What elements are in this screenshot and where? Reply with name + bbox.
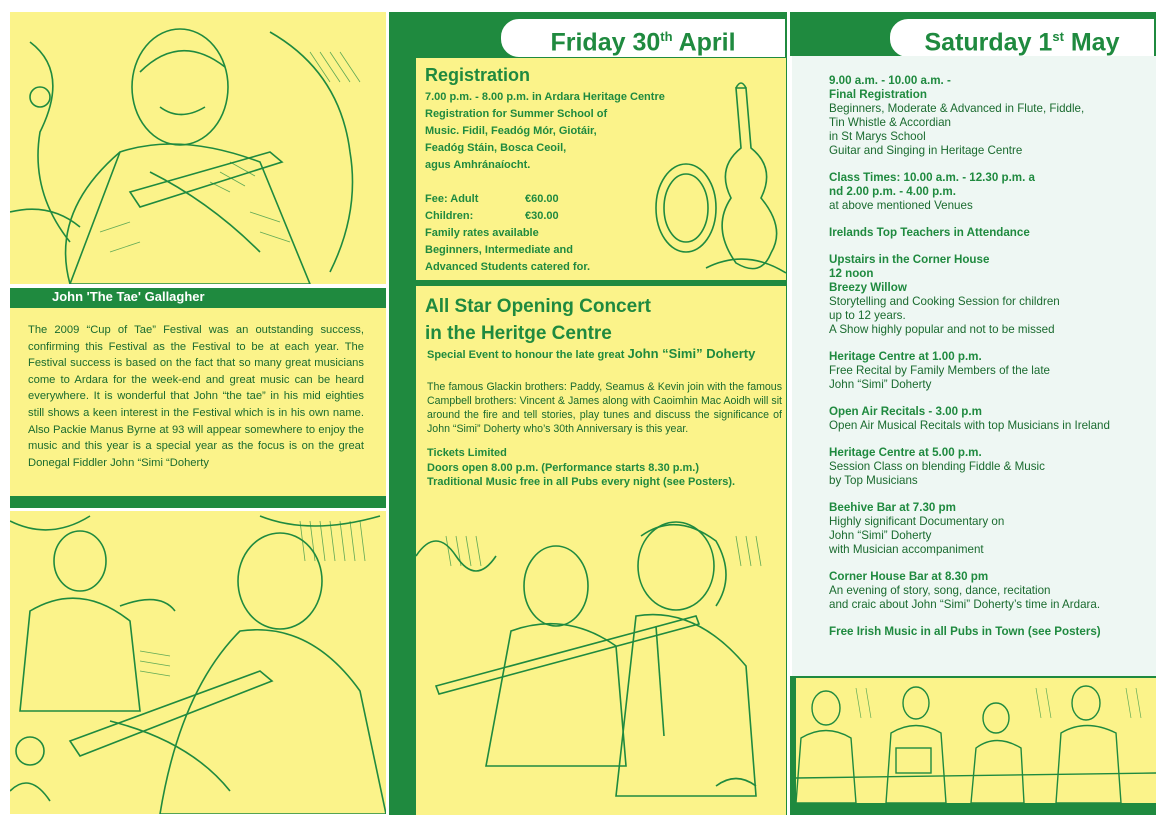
saturday-header-sup: st [1052, 29, 1064, 44]
registration-title: Registration [425, 65, 531, 85]
flute-players-illustration [416, 516, 786, 815]
illustration-caption: John 'The Tae' Gallagher [52, 289, 205, 304]
schedule-line: Heritage Centre at 1.00 p.m. [829, 350, 982, 363]
schedule-line: Corner House Bar at 8.30 pm [829, 570, 989, 583]
concert-title-line2: in the Heritge Centre [425, 323, 612, 344]
schedule-line: Heritage Centre at 5.00 p.m. [829, 446, 982, 459]
concert-special-name: John “Simi” Doherty [627, 346, 756, 361]
fiddle-bodhran-illustration [646, 78, 786, 278]
intro-paragraph: The 2009 “Cup of Tae” Festival was an outstanding success, confirming this Festival as the Festival to be at each year. The Festival success is based on the fact that so many great musicians come to Ardara for the week-end and great music can be heard everywhere. It is wonderful that John “the tae” in his mid eighties still shows a keen interest in the Festival which is in his own name. Also Packie Manus Byrne at 93 will appear somewhere to enjoy the music and this year is a special year as the focus is on the great Donegal Fiddler John “Simi “Doherty [28, 324, 364, 469]
tickets-line: Traditional Music free in all Pubs every night (see Posters). [427, 476, 736, 488]
schedule-line: in St Marys School [829, 130, 926, 143]
registration-line: Feadóg Stáin, Bosca Ceoil, [425, 142, 567, 154]
saturday-header-month: May [1063, 28, 1120, 57]
fee-adult-value: €60.00 [525, 193, 559, 205]
friday-header-sup: th [660, 29, 673, 44]
schedule-line: and craic about John “Simi” Doherty’s time in Ardara. [829, 598, 1101, 611]
saturday-header-day: Saturday 1 [924, 28, 1053, 57]
schedule-item [829, 74, 1149, 158]
tickets-info [427, 446, 735, 490]
registration-line: Registration for Summer School of [425, 108, 608, 120]
schedule-line: Storytelling and Cooking Session for children [829, 295, 1060, 308]
schedule-line: Free Irish Music in all Pubs in Town (see Posters) [829, 625, 1101, 638]
schedule-line: Open Air Musical Recitals with top Musicians in Ireland [829, 419, 1110, 432]
schedule-line: John “Simi” Doherty [829, 378, 932, 391]
schedule-item [829, 253, 1149, 337]
saturday-schedule-list [829, 74, 1149, 652]
registration-line: agus Amhránaíocht. [425, 159, 531, 171]
schedule-line: up to 12 years. [829, 309, 906, 322]
schedule-item [829, 171, 1149, 213]
saturday-program [792, 56, 1156, 676]
schedule-item [829, 570, 1149, 612]
tickets-line: Doors open 8.00 p.m. (Performance starts 8.30 p.m.) [427, 461, 700, 474]
caption-bar [10, 288, 386, 308]
schedule-line: Upstairs in the Corner House [829, 253, 990, 266]
friday-header [499, 17, 787, 59]
registration-note: Advanced Students catered for. [425, 261, 591, 273]
schedule-line: with Musician accompaniment [829, 543, 984, 556]
fee-children-value: €30.00 [525, 210, 559, 222]
concert-box [416, 286, 786, 815]
schedule-line: 9.00 a.m. - 10.00 a.m. - [829, 74, 951, 87]
fee-adult-label: Fee: Adult [425, 193, 479, 205]
schedule-line: Breezy Willow [829, 281, 907, 294]
schedule-item [829, 350, 1149, 392]
schedule-line: Irelands Top Teachers in Attendance [829, 226, 1030, 239]
schedule-item [829, 405, 1149, 433]
schedule-line: An evening of story, song, dance, recitation [829, 584, 1051, 597]
schedule-line: Guitar and Singing in Heritage Centre [829, 144, 1023, 157]
divider-bar [10, 496, 386, 508]
schedule-line: 12 noon [829, 267, 874, 280]
registration-note: Beginners, Intermediate and [425, 244, 573, 256]
schedule-line: Free Recital by Family Members of the late [829, 364, 1051, 377]
concert-special-prefix: Special Event to honour the late great [427, 349, 628, 361]
bottom-musicians-illustration [10, 511, 386, 814]
schedule-line: John “Simi” Doherty [829, 529, 932, 542]
schedule-line: nd 2.00 p.m. - 4.00 p.m. [829, 185, 956, 198]
schedule-line: Class Times: 10.00 a.m. - 12.30 p.m. a [829, 171, 1036, 184]
top-fiddler-illustration [10, 12, 386, 284]
intro-text-box [10, 308, 386, 496]
saturday-header [888, 17, 1156, 59]
schedule-line: Beehive Bar at 7.30 pm [829, 501, 956, 514]
fee-children-label: Children: [425, 210, 474, 222]
schedule-line: Session Class on blending Fiddle & Music [829, 460, 1045, 473]
schedule-item [829, 625, 1149, 639]
schedule-line: Tin Whistle & Accordian [829, 116, 951, 129]
fee-adult-row [425, 191, 665, 208]
fee-children-row [425, 208, 665, 225]
schedule-line: Highly significant Documentary on [829, 515, 1005, 528]
concert-title-line1: All Star Opening Concert [425, 296, 651, 317]
schedule-item [829, 226, 1149, 240]
schedule-line: Final Registration [829, 88, 927, 101]
friday-header-day: Friday 30 [550, 28, 661, 57]
schedule-line: Open Air Recitals - 3.00 p.m [829, 405, 982, 418]
session-illustration [796, 678, 1156, 803]
registration-line: 7.00 p.m. - 8.00 p.m. in Ardara Heritage Centre [425, 91, 665, 103]
concert-special [427, 346, 755, 361]
schedule-item [829, 446, 1149, 488]
registration-line: Music. Fidil, Feadóg Mór, Giotáir, [425, 125, 597, 137]
schedule-line: A Show highly popular and not to be missed [829, 323, 1055, 336]
registration-note: Family rates available [425, 227, 539, 239]
schedule-line: by Top Musicians [829, 474, 918, 487]
registration-box [416, 58, 786, 280]
friday-header-month: April [672, 28, 736, 57]
tickets-line: Tickets Limited [427, 447, 507, 459]
registration-details [425, 89, 665, 276]
schedule-line: at above mentioned Venues [829, 199, 973, 212]
concert-description: The famous Glackin brothers: Paddy, Seamus & Kevin join with the famous Campbell brothers: Vincent & James along with Caoimhin Mac Aoidh will sit around the fire and tell stories, play tunes and discuss the significance of John “Simi” Doherty who’s 30th Anniversary is this year. [427, 381, 782, 435]
schedule-item [829, 501, 1149, 557]
schedule-line: Beginners, Moderate & Advanced in Flute, Fiddle, [829, 102, 1085, 115]
